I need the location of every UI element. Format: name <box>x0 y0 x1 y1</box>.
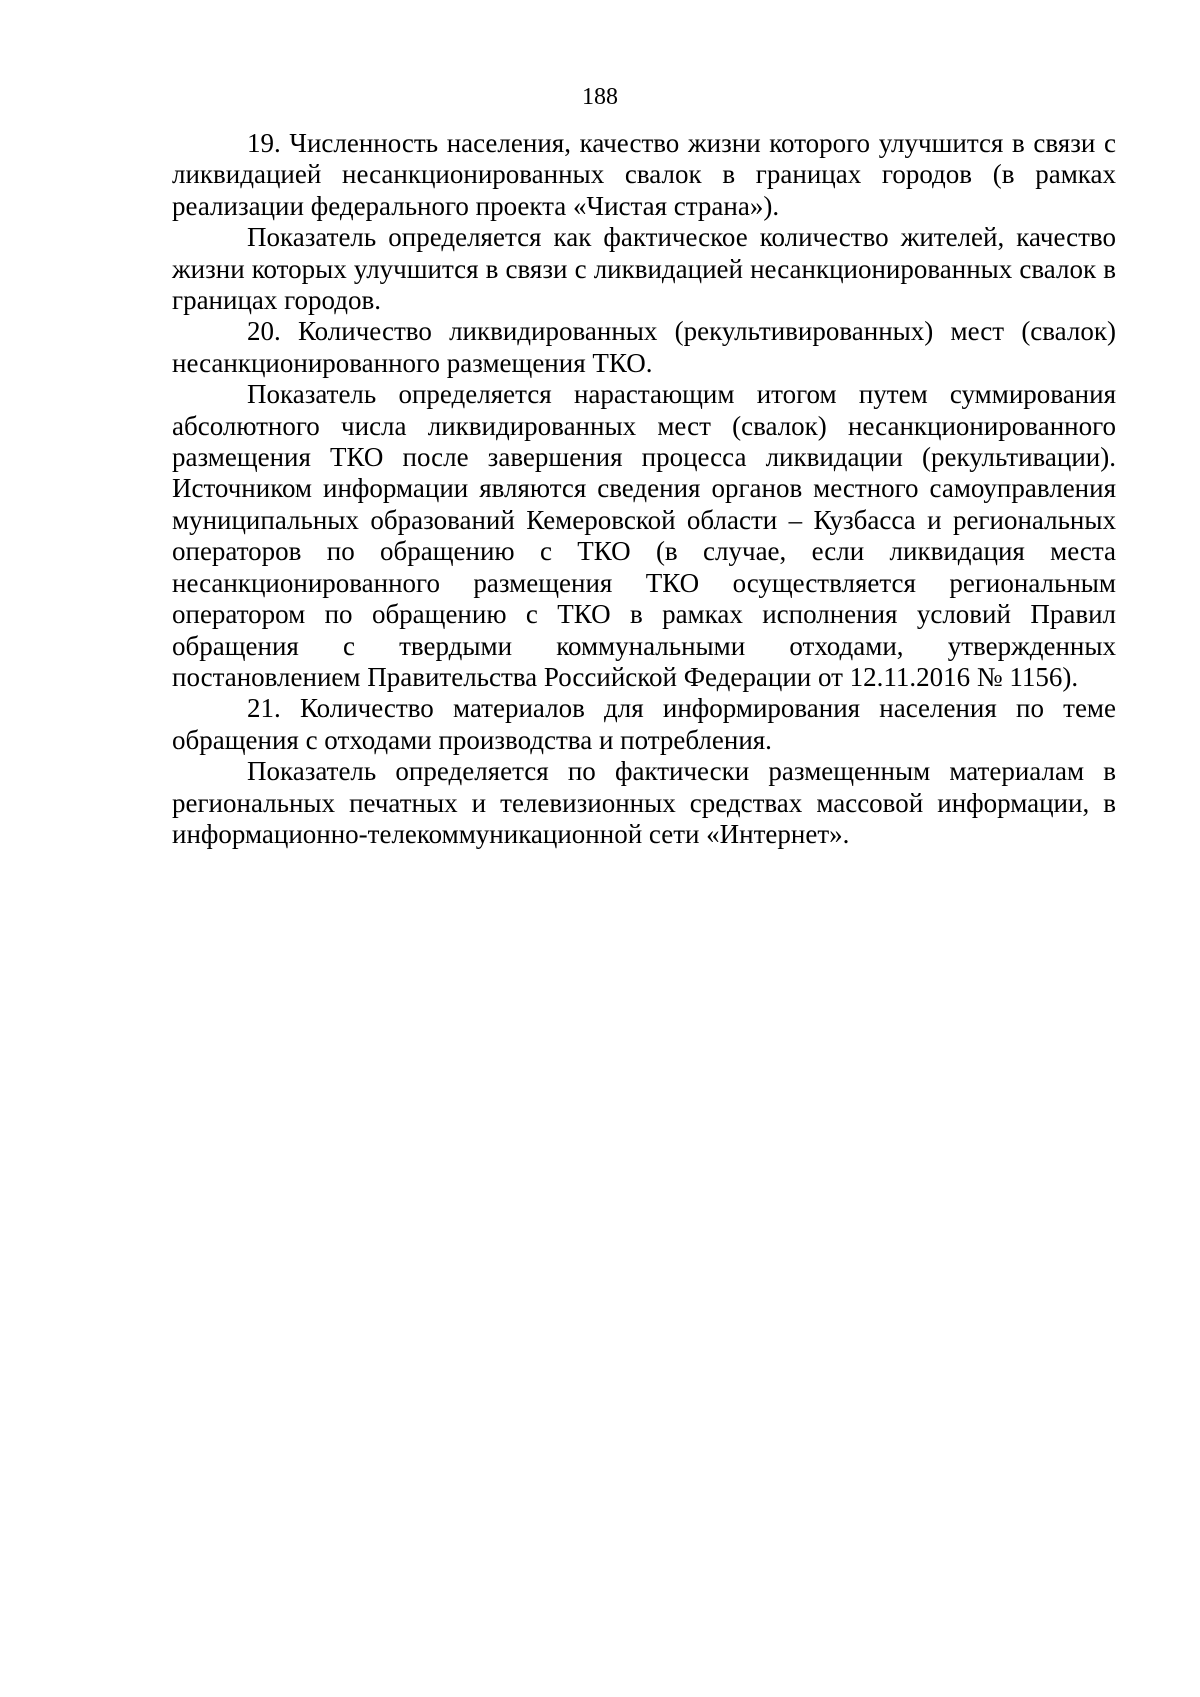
paragraph-indicator-19-description: Показатель определяется как фактическое количество жителей, качество жизни которых улучшится в связи с ликвидацией несанкционированных свалок в границах городов. <box>172 222 1116 316</box>
page-number: 188 <box>582 84 618 110</box>
paragraph-indicator-20: 20. Количество ликвидированных (рекультивированных) мест (свалок) несанкционированного размещения ТКО. <box>172 316 1116 378</box>
paragraph-indicator-21: 21. Количество материалов для информирования населения по теме обращения с отходами производства и потребления. <box>172 693 1116 755</box>
paragraph-indicator-20-description: Показатель определяется нарастающим итогом путем суммирования абсолютного числа ликвидированных мест (свалок) несанкционированного размещения ТКО после завершения процесса ликвидации (рекультивации). Источником информации являются сведения органов местного самоуправления муниципальных образований Кемеровской области – Кузбасса и региональных операторов по обращению с ТКО (в случае, если ликвидация места несанкционированного размещения ТКО осуществляется региональным оператором по обращению с ТКО в рамках исполнения условий Правил обращения с твердыми коммунальными отходами, утвержденных постановлением Правительства Российской Федерации от 12.11.2016 № 1156). <box>172 379 1116 692</box>
document-body <box>172 128 1116 850</box>
paragraph-indicator-19: 19. Численность населения, качество жизни которого улучшится в связи с ликвидацией несанкционированных свалок в границах городов (в рамках реализации федерального проекта «Чистая страна»). <box>172 128 1116 221</box>
paragraph-indicator-21-description: Показатель определяется по фактически размещенным материалам в региональных печатных и телевизионных средствах массовой информации, в информационно-телекоммуникационной сети «Интернет». <box>172 756 1116 849</box>
